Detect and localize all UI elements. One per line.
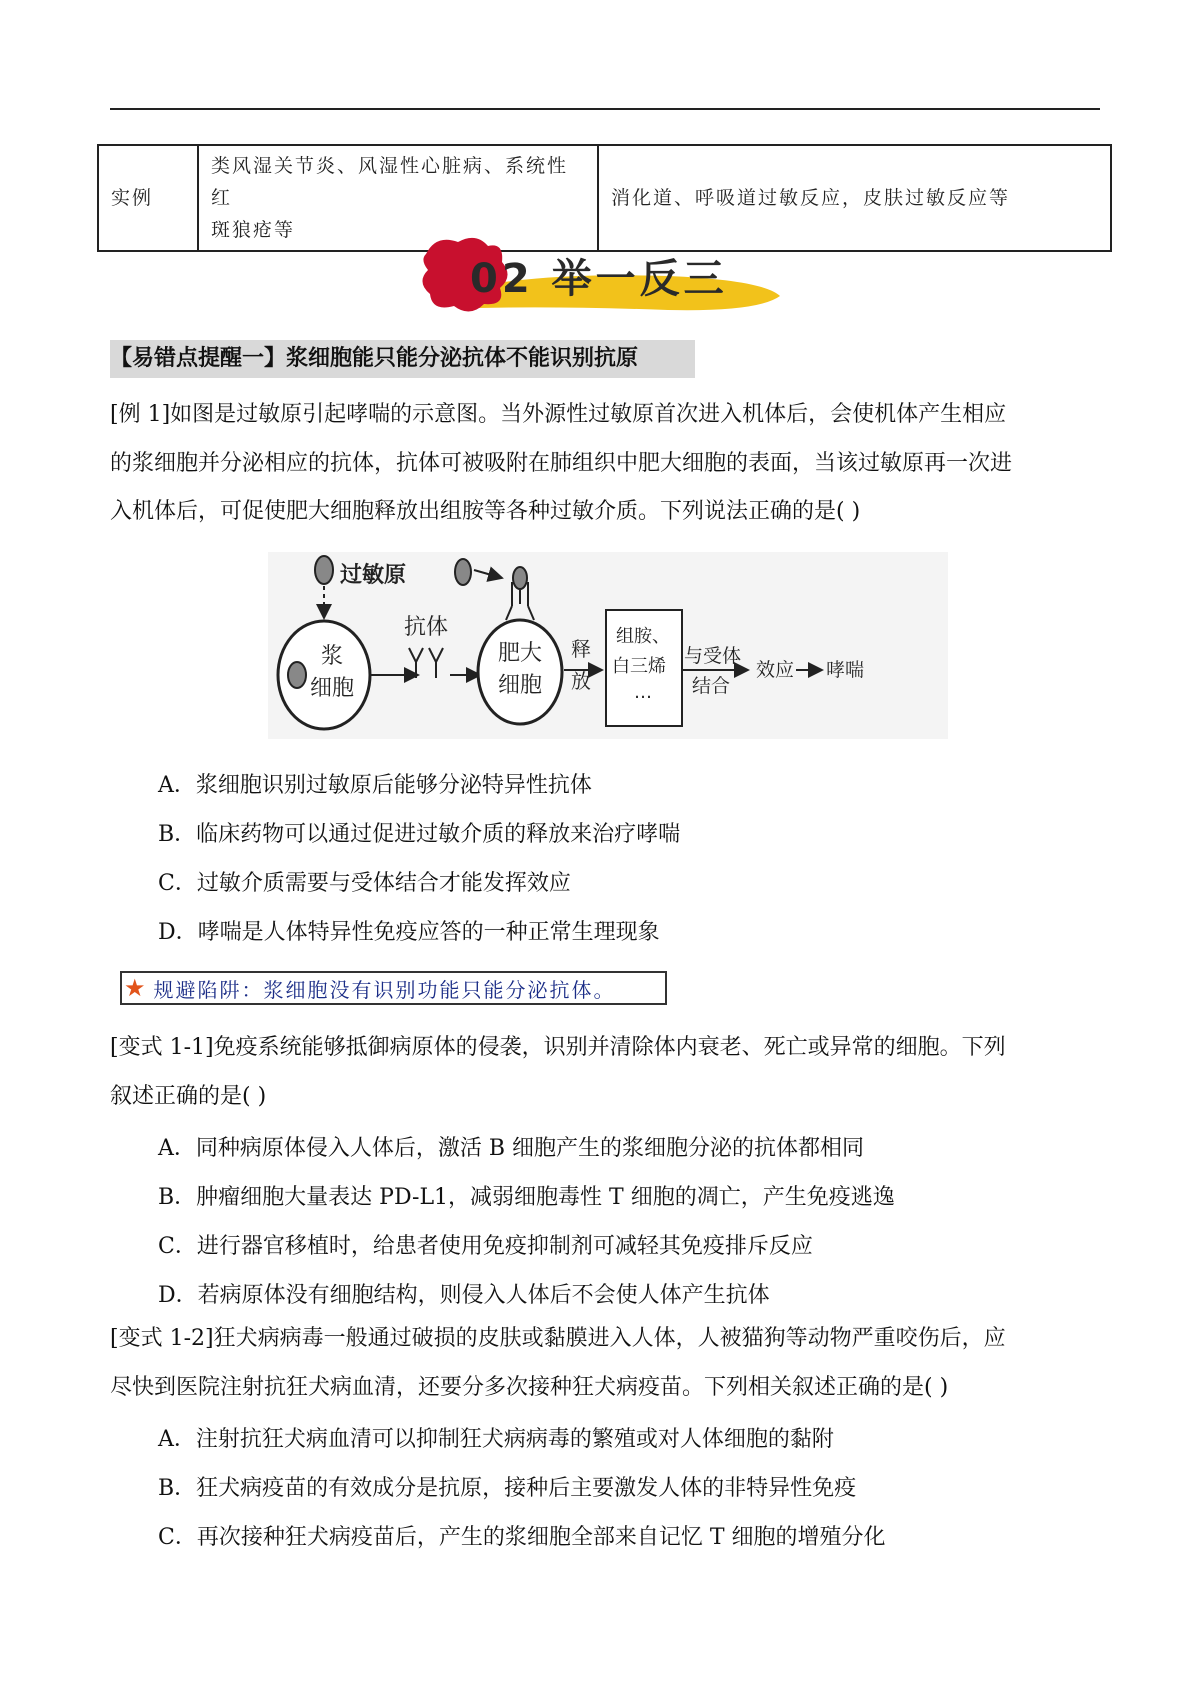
bound-allergen-icon: [513, 567, 527, 589]
release-label: 释: [571, 637, 591, 661]
plasma-cell-label: 细胞: [310, 676, 355, 701]
question-line: 的浆细胞并分泌相应的抗体，抗体可被吸附在肺组织中肥大细胞的表面，当该过敏原再一次进: [110, 450, 1013, 476]
table-cell-line: 类风湿关节炎、风湿性心脏病、系统性红: [211, 155, 569, 209]
section-banner-title: 02 举一反三: [470, 256, 728, 302]
option-b: B．临床药物可以通过促进过敏介质的释放来治疗哮喘: [158, 822, 681, 847]
effect-label: 效应: [756, 659, 795, 681]
example-1-question: [110, 391, 1100, 537]
allergen-icon: [455, 559, 471, 585]
question-line: [变式 1-1]免疫系统能够抵御病原体的侵袭，识别并清除体内衰老、死亡或异常的细胞。下列: [110, 1035, 1006, 1060]
mast-cell-shape: [478, 620, 562, 724]
star-icon: ★: [124, 974, 146, 1002]
option-d: D．哮喘是人体特异性免疫应答的一种正常生理现象: [158, 920, 660, 945]
option-c: C．过敏介质需要与受体结合才能发挥效应: [158, 871, 571, 896]
option-c: C．再次接种狂犬病疫苗后，产生的浆细胞全部来自记忆 T 细胞的增殖分化: [158, 1525, 886, 1550]
allergen-label: 过敏原: [340, 563, 407, 588]
option-c: C．进行器官移植时，给患者使用免疫抑制剂可减轻其免疫排斥反应: [158, 1234, 813, 1259]
error-point-heading: 【易错点提醒一】浆细胞能只能分泌抗体不能识别抗原: [110, 340, 695, 378]
option-b: B．狂犬病疫苗的有效成分是抗原，接种后主要激发人体的非特异性免疫: [158, 1476, 857, 1501]
mast-cell-label: 细胞: [498, 673, 543, 698]
binding-label: 与受体: [684, 645, 742, 667]
mast-cell-label: 肥大: [498, 641, 543, 666]
option-b: B．肿瘤细胞大量表达 PD-L1，减弱细胞毒性 T 细胞的凋亡，产生免疫逃逸: [158, 1185, 895, 1210]
question-line: [例 1]如图是过敏原引起哮喘的示意图。当外源性过敏原首次进入机体后，会使机体产生相应: [110, 402, 1007, 427]
question-line: 入机体后，可促使肥大细胞释放出组胺等各种过敏介质。下列说法正确的是( ): [110, 499, 861, 524]
mediator-label: 组胺、: [616, 626, 670, 647]
allergy-asthma-diagram: [268, 552, 948, 739]
release-label: 放: [571, 669, 591, 693]
antibody-icon: [409, 648, 443, 678]
option-a: A．注射抗狂犬病血清可以抑制狂犬病病毒的繁殖或对人体细胞的黏附: [158, 1427, 834, 1452]
asthma-label: 哮喘: [826, 659, 865, 681]
mediator-label: …: [634, 682, 652, 703]
plasma-cell-nucleus-icon: [288, 662, 306, 688]
antibody-label: 抗体: [404, 615, 449, 640]
flow-arrow: [474, 570, 502, 578]
plasma-cell-label: 浆: [321, 644, 344, 669]
variant-1-2-question: [110, 1315, 1100, 1412]
variant-1-1-question: [110, 1024, 1100, 1121]
pitfall-tip-text: 规避陷阱：浆细胞没有识别功能只能分泌抗体。: [153, 977, 616, 1002]
question-line: 叙述正确的是( ): [110, 1083, 267, 1109]
table-cell-allergy: 消化道、呼吸道过敏反应，皮肤过敏反应等: [598, 145, 1111, 251]
option-d: D．若病原体没有细胞结构，则侵入人体后不会使人体产生抗体: [158, 1283, 770, 1308]
table-cell-line: 斑狼疮等: [211, 219, 296, 241]
table-cell-label: 实例: [98, 145, 198, 251]
question-line: [变式 1-2]狂犬病病毒一般通过破损的皮肤或黏膜进入人体，人被猫狗等动物严重咬伤后，应: [110, 1326, 1006, 1351]
allergen-icon: [315, 556, 333, 584]
question-line: 尽快到医院注射抗狂犬病血清，还要分多次接种狂犬病疫苗。下列相关叙述正确的是( ): [110, 1374, 949, 1400]
mediator-label: 白三烯: [612, 656, 666, 677]
option-a: A．同种病原体侵入人体后，激活 B 细胞产生的浆细胞分泌的抗体都相同: [158, 1136, 865, 1161]
pitfall-tip-box: [120, 971, 667, 1005]
binding-label: 结合: [692, 675, 731, 697]
header-rule: [110, 108, 1100, 110]
option-a: A．浆细胞识别过敏原后能够分泌特异性抗体: [158, 773, 592, 798]
